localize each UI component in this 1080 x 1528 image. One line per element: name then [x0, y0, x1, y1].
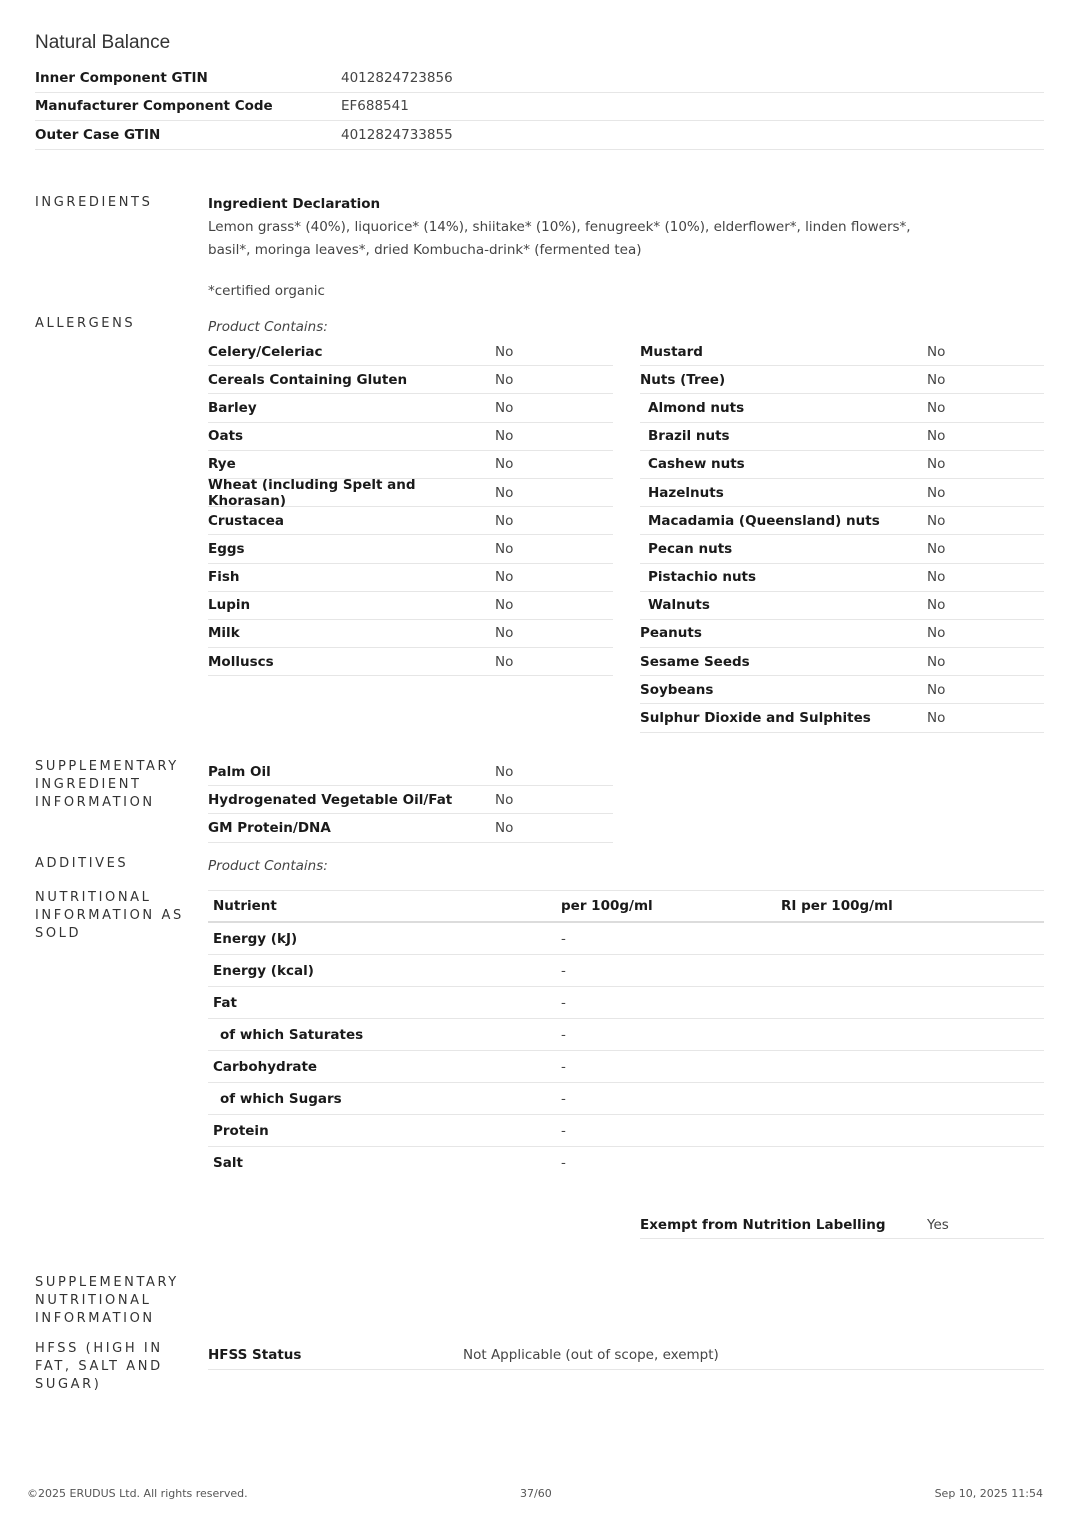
exempt-value: Yes — [927, 1216, 949, 1233]
allergen-label: Fish — [208, 569, 240, 586]
allergen-value: No — [927, 569, 946, 586]
allergen-label: Sesame Seeds — [640, 653, 750, 670]
nutrient-label: Energy (kJ) — [213, 930, 298, 947]
allergen-label: Pistachio nuts — [648, 569, 757, 586]
allergen-label: Sulphur Dioxide and Sulphites — [640, 710, 871, 727]
allergen-label: Molluscs — [208, 653, 274, 670]
allergen-value: No — [927, 399, 946, 416]
exempt-row-container — [640, 1211, 1044, 1239]
nutrient-per100: - — [561, 1026, 566, 1043]
allergen-label: Oats — [208, 428, 244, 445]
allergen-label: Eggs — [208, 540, 245, 557]
nutrition-row — [208, 1115, 1044, 1147]
allergen-row — [208, 451, 613, 479]
code-row — [35, 93, 1044, 122]
allergen-label: Peanuts — [640, 625, 702, 642]
allergen-row — [640, 479, 1044, 507]
allergen-label: Cashew nuts — [648, 456, 745, 473]
nutrition-row — [208, 1147, 1044, 1179]
allergen-value: No — [495, 625, 514, 642]
allergen-label: Almond nuts — [648, 399, 745, 416]
allergen-row — [640, 507, 1044, 535]
nutrition-header-ri: RI per 100g/ml — [781, 898, 893, 914]
supplementary-label: Hydrogenated Vegetable Oil/Fat — [208, 791, 453, 808]
supplementary-row — [208, 758, 613, 786]
allergen-value: No — [927, 653, 946, 670]
allergen-row — [640, 451, 1044, 479]
product-name: Natural Balance — [35, 32, 171, 53]
allergen-row — [640, 338, 1044, 366]
supplementary-row — [208, 814, 613, 842]
allergen-value: No — [495, 484, 514, 501]
supplementary-ingredient-table — [208, 758, 613, 843]
allergen-label: Macadamia (Queensland) nuts — [648, 512, 880, 529]
nutrient-label: Protein — [213, 1122, 269, 1139]
code-row — [35, 121, 1044, 150]
nutrition-table — [208, 890, 1044, 1179]
allergens-right-column — [640, 338, 1044, 733]
allergen-value: No — [495, 569, 514, 586]
allergen-row — [208, 338, 613, 366]
supplementary-label: Palm Oil — [208, 763, 271, 780]
hfss-row — [208, 1340, 1044, 1370]
allergen-row — [208, 620, 613, 648]
allergen-label: Soybeans — [640, 681, 714, 698]
allergen-label: Cereals Containing Gluten — [208, 371, 408, 388]
allergen-label: Milk — [208, 625, 240, 642]
nutrient-label: Carbohydrate — [213, 1058, 318, 1075]
allergen-label: Hazelnuts — [648, 484, 724, 501]
allergen-label: Brazil nuts — [648, 428, 730, 445]
supplementary-row — [208, 786, 613, 814]
allergen-label: Crustacea — [208, 512, 285, 529]
allergen-label: Lupin — [208, 597, 251, 614]
allergen-value: No — [927, 540, 946, 557]
allergen-value: No — [495, 371, 514, 388]
allergen-value: No — [927, 625, 946, 642]
nutrition-row — [208, 955, 1044, 987]
supplementary-value: No — [495, 791, 514, 808]
nutrient-label: Fat — [213, 994, 237, 1011]
nutrient-per100: - — [561, 1122, 566, 1139]
nutrient-per100: - — [561, 962, 566, 979]
allergen-label: Wheat (including Spelt and Khorasan) — [208, 476, 416, 509]
allergen-row — [640, 535, 1044, 563]
code-label: Inner Component GTIN — [35, 69, 208, 86]
allergen-label: Nuts (Tree) — [640, 371, 726, 388]
allergen-row — [208, 564, 613, 592]
nutrition-row — [208, 923, 1044, 955]
allergens-left-column — [208, 338, 613, 676]
footer-copyright: ©2025 ERUDUS Ltd. All rights reserved. — [27, 1487, 248, 1500]
section-label-nutritional: NUTRITIONAL INFORMATION AS SOLD — [35, 890, 184, 941]
allergen-value: No — [927, 681, 946, 698]
code-label: Manufacturer Component Code — [35, 98, 273, 115]
allergen-value: No — [927, 343, 946, 360]
nutrition-row — [208, 987, 1044, 1019]
allergen-value: No — [495, 343, 514, 360]
nutrient-per100: - — [561, 1090, 566, 1107]
allergen-row — [208, 592, 613, 620]
code-row — [35, 64, 1044, 93]
allergen-value: No — [495, 597, 514, 614]
allergen-value: No — [927, 371, 946, 388]
supplementary-value: No — [495, 763, 514, 780]
nutrient-label: Energy (kcal) — [213, 962, 314, 979]
allergen-row — [208, 648, 613, 676]
code-label: Outer Case GTIN — [35, 126, 161, 143]
code-value: EF688541 — [341, 98, 409, 115]
section-label-ingredients: INGREDIENTS — [35, 195, 153, 210]
nutrition-header-row — [208, 890, 1044, 923]
nutrient-per100: - — [561, 994, 566, 1011]
allergen-value: No — [927, 456, 946, 473]
allergen-row — [640, 676, 1044, 704]
allergen-value: No — [495, 512, 514, 529]
allergen-label: Celery/Celeriac — [208, 343, 323, 360]
additives-intro: Product Contains: — [208, 858, 328, 874]
allergen-label: Walnuts — [648, 597, 710, 614]
allergen-row — [208, 423, 613, 451]
allergen-row — [640, 423, 1044, 451]
allergen-value: No — [495, 399, 514, 416]
allergen-row — [640, 592, 1044, 620]
allergen-row — [640, 648, 1044, 676]
allergen-label: Mustard — [640, 343, 703, 360]
footer-page-number: 37/60 — [520, 1487, 552, 1500]
nutrition-header-nutrient: Nutrient — [213, 898, 277, 914]
nutrient-per100: - — [561, 1058, 566, 1075]
ingredient-note: *certified organic — [208, 283, 325, 299]
allergen-row — [640, 564, 1044, 592]
hfss-value: Not Applicable (out of scope, exempt) — [463, 1346, 719, 1363]
hfss-label: HFSS Status — [208, 1346, 302, 1363]
allergen-value: No — [495, 653, 514, 670]
allergen-value: No — [495, 456, 514, 473]
section-label-supplementary-nutritional: SUPPLEMENTARY NUTRITIONAL INFORMATION — [35, 1275, 179, 1326]
code-value: 4012824733855 — [341, 126, 453, 143]
allergen-value: No — [495, 540, 514, 557]
allergen-value: No — [927, 597, 946, 614]
allergen-row — [208, 535, 613, 563]
nutrition-row — [208, 1019, 1044, 1051]
nutrient-label: of which Saturates — [220, 1026, 364, 1043]
code-value: 4012824723856 — [341, 69, 453, 86]
nutrition-header-per100: per 100g/ml — [561, 898, 653, 914]
supplementary-value: No — [495, 819, 514, 836]
section-label-supplementary-ingredient: SUPPLEMENTARY INGREDIENT INFORMATION — [35, 759, 179, 810]
allergen-label: Pecan nuts — [648, 540, 733, 557]
section-label-hfss: HFSS (HIGH IN FAT, SALT AND SUGAR) — [35, 1341, 163, 1392]
footer-timestamp: Sep 10, 2025 11:54 — [934, 1487, 1043, 1500]
allergen-row — [208, 507, 613, 535]
supplementary-label: GM Protein/DNA — [208, 819, 331, 836]
allergen-row — [208, 366, 613, 394]
allergen-row — [208, 394, 613, 422]
nutrient-label: Salt — [213, 1155, 243, 1171]
allergen-row — [208, 476, 613, 509]
allergen-row — [640, 366, 1044, 394]
allergen-value: No — [927, 710, 946, 727]
nutrition-row — [208, 1051, 1044, 1083]
ingredients-block — [208, 196, 928, 299]
nutrient-label: of which Sugars — [220, 1090, 342, 1107]
allergen-value: No — [927, 512, 946, 529]
section-label-allergens: ALLERGENS — [35, 316, 136, 331]
product-codes — [35, 64, 1044, 150]
allergen-value: No — [927, 428, 946, 445]
allergen-row — [640, 620, 1044, 648]
nutrient-per100: - — [561, 930, 566, 947]
allergen-row — [640, 704, 1044, 732]
allergen-value: No — [927, 484, 946, 501]
allergen-label: Barley — [208, 399, 257, 416]
nutrition-row — [208, 1083, 1044, 1115]
section-label-additives: ADDITIVES — [35, 856, 129, 871]
allergen-value: No — [495, 428, 514, 445]
allergens-intro: Product Contains: — [208, 319, 328, 335]
ingredient-declaration-title: Ingredient Declaration — [208, 196, 381, 212]
nutrient-per100: - — [561, 1155, 566, 1171]
allergen-label: Rye — [208, 456, 236, 473]
exempt-row — [640, 1211, 1044, 1239]
ingredient-declaration-text: Lemon grass* (40%), liquorice* (14%), shiitake* (10%), fenugreek* (10%), elderflower*, linden flowers*, basil*, moringa leaves*, dried Kombucha-drink* (fermented tea) — [208, 219, 911, 258]
exempt-label: Exempt from Nutrition Labelling — [640, 1216, 886, 1233]
allergen-row — [640, 394, 1044, 422]
